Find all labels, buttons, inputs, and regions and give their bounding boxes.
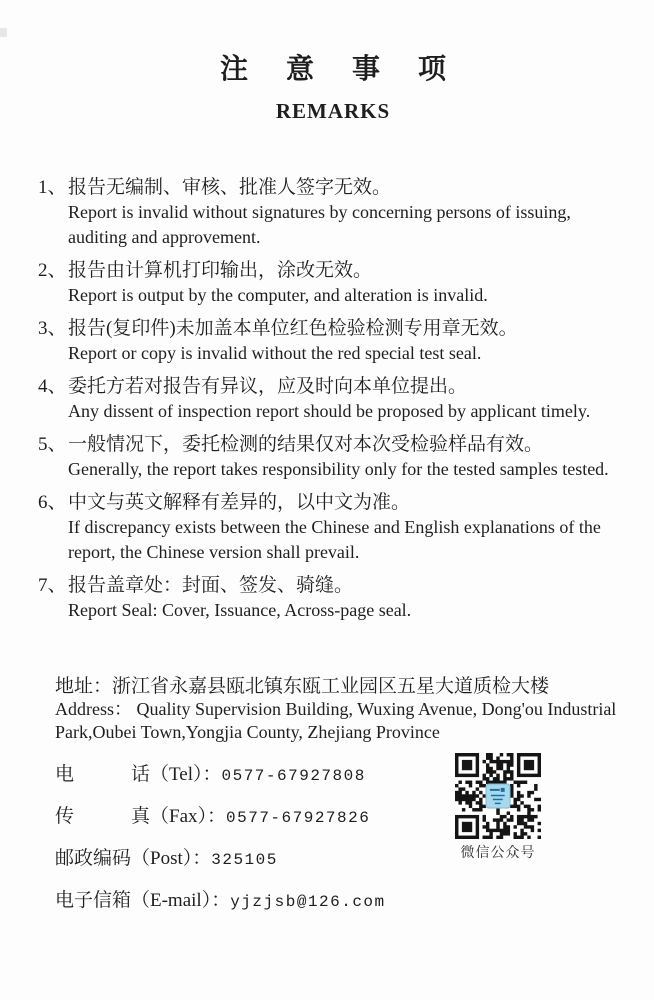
contact-label: 电 话（Tel）： [55, 764, 222, 785]
remark-item [38, 573, 628, 623]
contact-row-post [55, 846, 628, 873]
remark-text-en [68, 598, 628, 623]
contact-row-tel [55, 762, 628, 789]
remark-number: 6、 [38, 492, 67, 513]
address-en [55, 698, 628, 744]
remark-text-en [68, 515, 628, 565]
contacts-block [55, 762, 628, 915]
remark-body [68, 175, 628, 250]
contact-value: yjzjsb@126.com [230, 893, 386, 911]
remark-item [38, 374, 628, 424]
remark-number: 7、 [38, 575, 67, 596]
remark-number: 5、 [38, 434, 67, 455]
text-line: report, the Chinese version shall prevail. [68, 542, 360, 562]
remark-text-cn: 报告(复印件)未加盖本单位红色检验检测专用章无效。 [68, 318, 518, 339]
remark-text-en [68, 399, 628, 424]
text-line: Report is invalid without signatures by concerning persons of issuing, [68, 202, 571, 222]
remark-body [68, 374, 628, 424]
remark-body [68, 258, 628, 308]
text-line: If discrepancy exists between the Chinese and English explanations of the [68, 517, 601, 537]
remark-body [68, 573, 628, 623]
contact-value: 325105 [211, 851, 278, 869]
remark-item [38, 432, 628, 482]
remark-text-cn: 中文与英文解释有差异的，以中文为准。 [68, 492, 411, 513]
wechat-qr-block [455, 753, 541, 862]
text-line: Address： Quality Supervision Building, Wuxing Avenue, Dong'ou Industrial [55, 699, 617, 719]
contact-label: 电子信箱（E-mail）： [55, 890, 231, 911]
address-block [55, 675, 628, 744]
text-line: Park,Oubei Town,Yongjia County, Zhejiang Province [55, 722, 440, 742]
remark-item [38, 175, 628, 250]
text-line: Report or copy is invalid without the red special test seal. [68, 343, 482, 363]
remark-text-en [68, 200, 628, 250]
remark-text-cn: 一般情况下，委托检测的结果仅对本次受检验样品有效。 [68, 434, 544, 455]
contact-label: 邮政编码（Post）： [55, 848, 212, 869]
text-line: Report is output by the computer, and alteration is invalid. [68, 285, 488, 305]
remark-text-cn: 报告由计算机打印输出，涂改无效。 [68, 260, 373, 281]
remark-body [68, 490, 628, 565]
text-line: Generally, the report takes responsibility only for the tested samples tested. [68, 459, 609, 479]
address-cn: 地址：浙江省永嘉县瓯北镇东瓯工业园区五星大道质检大楼 [55, 676, 550, 697]
remark-number: 3、 [38, 318, 67, 339]
text-line: auditing and approvement. [68, 227, 261, 247]
wechat-qr-caption: 微信公众号 [460, 846, 536, 861]
contact-label: 传 真（Fax）： [55, 806, 227, 827]
contact-row-fax [55, 804, 628, 831]
remark-item [38, 490, 628, 565]
contact-value: 0577-67927808 [221, 767, 366, 785]
page-title-en: REMARKS [275, 99, 391, 123]
remark-text-en [68, 283, 628, 308]
remark-body [68, 316, 628, 366]
remark-number: 2、 [38, 260, 67, 281]
remark-number: 1、 [38, 177, 67, 198]
page-title-cn: 注意事项 [219, 54, 484, 85]
text-line: Any dissent of inspection report should be proposed by applicant timely. [68, 401, 591, 421]
contact-row-email [55, 888, 628, 915]
wechat-qr-code [455, 753, 541, 839]
remark-body [68, 432, 628, 482]
remark-number: 4、 [38, 376, 67, 397]
remarks-list [38, 175, 628, 623]
contact-value: 0577-67927826 [226, 809, 371, 827]
remark-text-cn: 报告盖章处：封面、签发、骑缝。 [68, 575, 354, 596]
remark-item [38, 316, 628, 366]
remark-text-en [68, 457, 628, 482]
text-line: Report Seal: Cover, Issuance, Across-page seal. [68, 600, 412, 620]
remark-item [38, 258, 628, 308]
remark-text-cn: 报告无编制、审核、批准人签字无效。 [68, 177, 392, 198]
remark-text-cn: 委托方若对报告有异议，应及时向本单位提出。 [68, 376, 468, 397]
remark-text-en [68, 341, 628, 366]
scan-artifact [0, 28, 7, 37]
